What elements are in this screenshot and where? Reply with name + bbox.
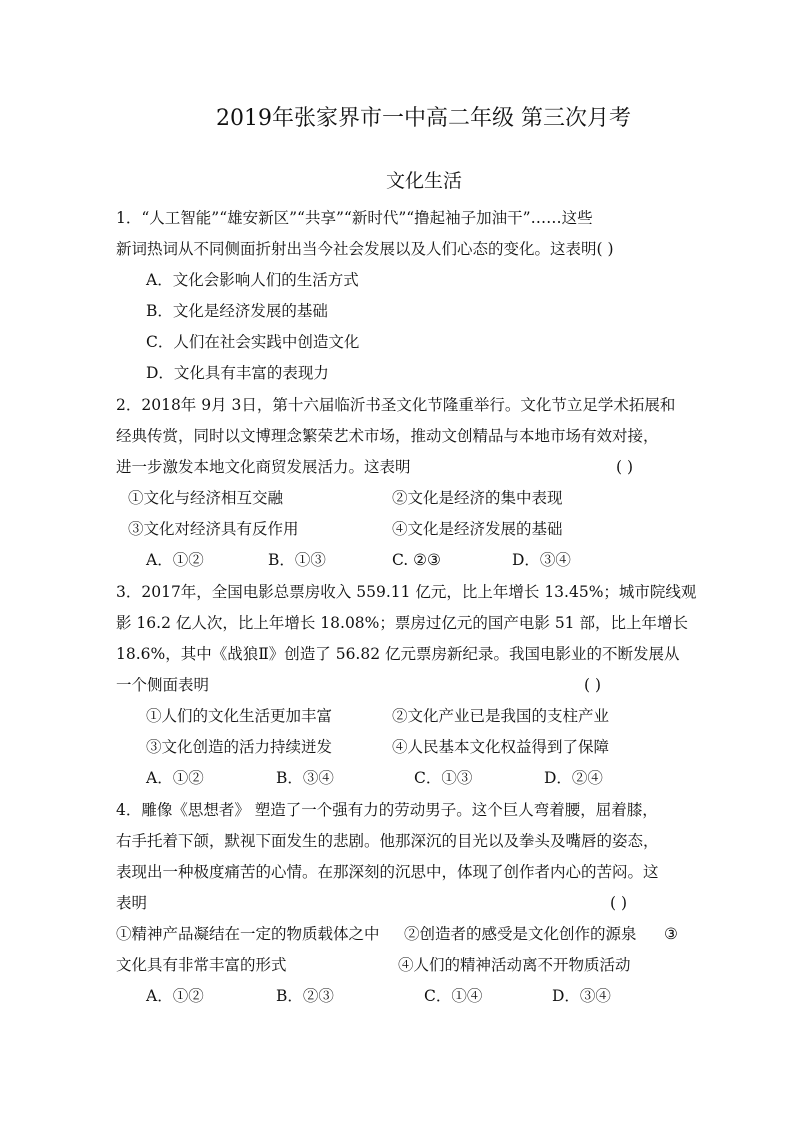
q1-option-b: B．文化是经济发展的基础	[146, 302, 328, 320]
q2-stem-line-2: 经典传赏，同时以文博理念繁荣艺术市场，推动文创精品与本地市场有效对接，	[116, 427, 659, 445]
q4-stem-line-1: 4．雕像《思想者》 塑造了一个强有力的劳动男子。这个巨人弯着腰，屈着膝，	[116, 801, 658, 819]
q4-option-b: B．②③	[276, 987, 334, 1005]
q2-option-a: A．①②	[146, 551, 204, 569]
q2-stem-line-3: 进一步激发本地文化商贸发展活力。这表明	[116, 458, 411, 476]
page-subtitle: 文化生活	[386, 170, 463, 192]
q1-option-d: D．文化具有丰富的表现力	[146, 364, 329, 382]
q3-stem-line-1: 3．2017年，全国电影总票房收入 559.11 亿元，比上年增长 13.45%；城市院线观	[116, 583, 697, 601]
q3-statement-4: ④人民基本文化权益得到了保障	[392, 738, 610, 756]
q3-answer-parens: ( )	[584, 676, 602, 694]
q2-option-d: D．③④	[512, 551, 571, 569]
q4-answer-parens: ( )	[610, 894, 628, 912]
q4-stem-line-4: 表明	[116, 894, 148, 912]
q3-option-d: D．②④	[544, 769, 603, 787]
q4-option-d: D．③④	[552, 987, 611, 1005]
q1-stem-line-1: 1．“人工智能”“雄安新区”“共享”“新时代”“撸起袖子加油干”……这些	[116, 209, 593, 227]
q4-option-a: A．①②	[146, 987, 204, 1005]
q3-stem-line-3: 18.6%，其中《战狼Ⅱ》创造了 56.82 亿元票房新纪录。我国电影业的不断发展从	[116, 645, 680, 663]
q3-option-a: A．①②	[146, 769, 204, 787]
q2-stem-line-1: 2．2018年 9月 3日，第十六届临沂书圣文化节隆重举行。文化节立足学术拓展和	[116, 396, 676, 414]
q1-option-a: A．文化会影响人们的生活方式	[146, 271, 359, 289]
q3-option-b: B．③④	[276, 769, 334, 787]
q2-statement-3: ③文化对经济具有反作用	[128, 520, 299, 538]
q1-option-c: C．人们在社会实践中创造文化	[146, 333, 360, 351]
q4-stem-line-2: 右手托着下颌，默视下面发生的悲剧。他那深沉的目光以及拳头及嘴唇的姿态，	[116, 832, 659, 850]
q2-statement-2: ②文化是经济的集中表现	[392, 489, 563, 507]
q4-statement-2: ②创造者的感受是文化创作的源泉	[404, 925, 637, 943]
q3-stem-line-2: 影 16.2 亿人次，比上年增长 18.08%；票房过亿元的国产电影 51 部，比上年增长	[116, 614, 688, 632]
q3-stem-line-4: 一个侧面表明	[116, 676, 210, 694]
q4-statement-3: 文化具有非常丰富的形式	[116, 956, 287, 974]
q3-statement-3: ③文化创造的活力持续迸发	[146, 738, 333, 756]
q2-statement-4: ④文化是经济发展的基础	[392, 520, 563, 538]
page-title: 2019年张家界市一中高二年级 第三次月考	[216, 106, 631, 131]
q4-statement-4: ④人们的精神活动离不开物质活动	[398, 956, 631, 974]
q1-stem-line-2: 新词热词从不同侧面折射出当今社会发展以及人们心态的变化。这表明( )	[116, 240, 614, 258]
q4-statement-1: ①精神产品凝结在一定的物质载体之中	[116, 925, 380, 943]
q3-statement-1: ①人们的文化生活更加丰富	[146, 707, 333, 725]
q2-option-c: C. ②③	[392, 551, 441, 569]
q2-answer-parens: ( )	[616, 458, 634, 476]
q4-stem-line-3: 表现出一种极度痛苦的心情。在那深刻的沉思中，体现了创作者内心的苦闷。这	[116, 863, 659, 881]
q4-statement-3-marker: ③	[664, 925, 678, 943]
q3-option-c: C．①③	[414, 769, 473, 787]
q4-option-c: C．①④	[424, 987, 483, 1005]
q2-statement-1: ①文化与经济相互交融	[128, 489, 284, 507]
q2-option-b: B．①③	[268, 551, 326, 569]
q3-statement-2: ②文化产业已是我国的支柱产业	[392, 707, 610, 725]
